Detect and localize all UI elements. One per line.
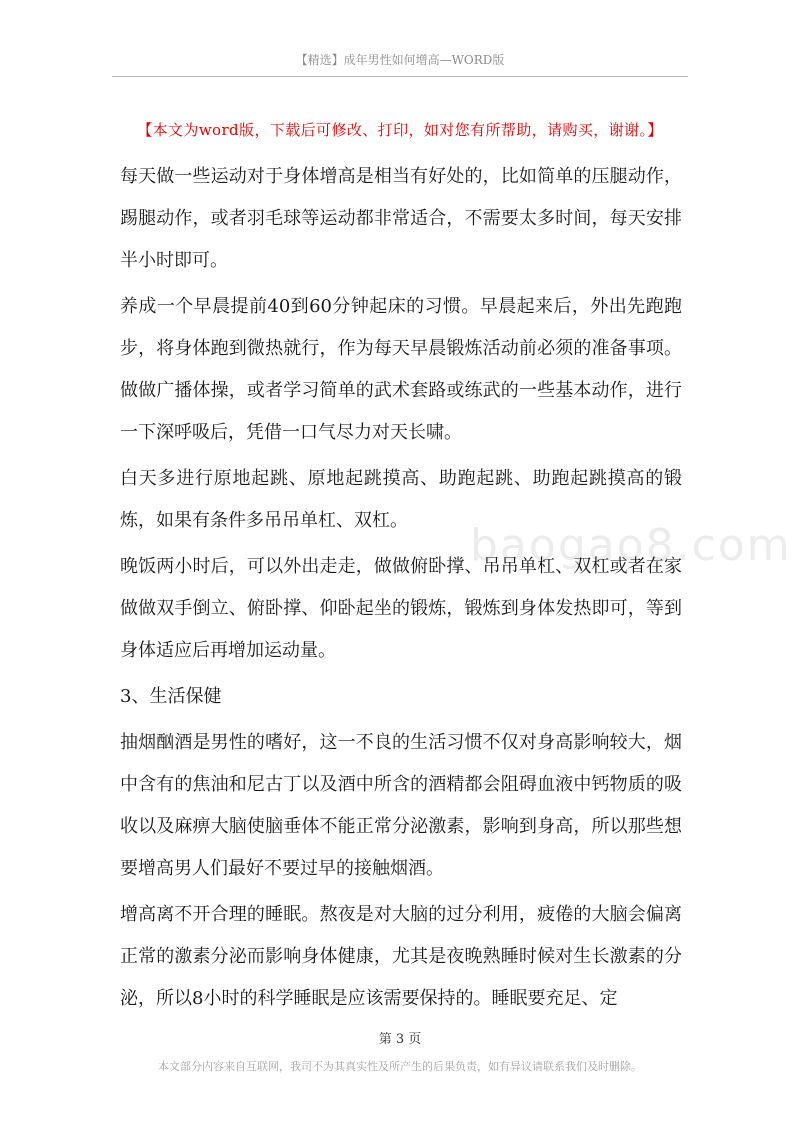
paragraph-exercise-daily: 每天做一些运动对于身体增高是相当有好处的，比如简单的压腿动作，踢腿动作，或者羽毛球等运动都非常适合，不需要太多时间，每天安排半小时即可。 bbox=[120, 166, 682, 271]
paragraph-morning-routine: 养成一个早晨提前40到60分钟起床的习惯。早晨起来后，外出先跑跑步，将身体跑到微热就行，作为每天早晨锻炼活动前必须的准备事项。做做广播体操，或者学习简单的武术套路或练武的一些基本动作，进行一下深呼吸后，凭借一口气尽力对天长啸。 bbox=[120, 296, 682, 443]
paragraph-evening-exercise: 晚饭两小时后，可以外出走走，做做俯卧撑、吊吊单杠、双杠或者在家做做双手倒立、俯卧撑、仰卧起坐的锻炼，锻炼到身体发热即可，等到身体适应后再增加运动量。 bbox=[120, 556, 682, 661]
section-heading-life-care: 3、生活保健 bbox=[120, 686, 222, 707]
paragraph-smoking-drinking: 抽烟酗酒是男性的嗜好，这一不良的生活习惯不仅对身高影响较大，烟中含有的焦油和尼古丁以及酒中所含的酒精都会阻碍血液中钙物质的吸收以及麻痹大脑使脑垂体不能正常分泌激素，影响到身高，所以那些想要增高男人们最好不要过早的接触烟酒。 bbox=[120, 732, 682, 879]
document-body bbox=[120, 156, 682, 1024]
header-divider bbox=[112, 76, 688, 77]
download-notice: 【本文为word版，下载后可修改、打印，如对您有所帮助，请购买，谢谢。】 bbox=[137, 121, 663, 139]
page-header: 【精选】成年男性如何增高—WORD版 bbox=[295, 53, 505, 67]
paragraph-daytime-jumping: 白天多进行原地起跳、原地起跳摸高、助跑起跳、助跑起跳摸高的锻炼，如果有条件多吊吊单杠、双杠。 bbox=[120, 468, 682, 531]
footer-disclaimer: 本文部分内容来自互联网，我司不为其真实性及所产生的后果负责，如有异议请联系我们及时删除。 bbox=[158, 1060, 642, 1073]
paragraph-sleep: 增高离不开合理的睡眠。熬夜是对大脑的过分利用，疲倦的大脑会偏离正常的激素分泌而影响身体健康，尤其是夜晚熟睡时候对生长激素的分泌，所以8小时的科学睡眠是应该需要保持的。睡眠要充足、定 bbox=[120, 904, 682, 1009]
page-number: 第 3 页 bbox=[378, 1032, 422, 1047]
watermark: baogao8.com bbox=[470, 520, 792, 571]
